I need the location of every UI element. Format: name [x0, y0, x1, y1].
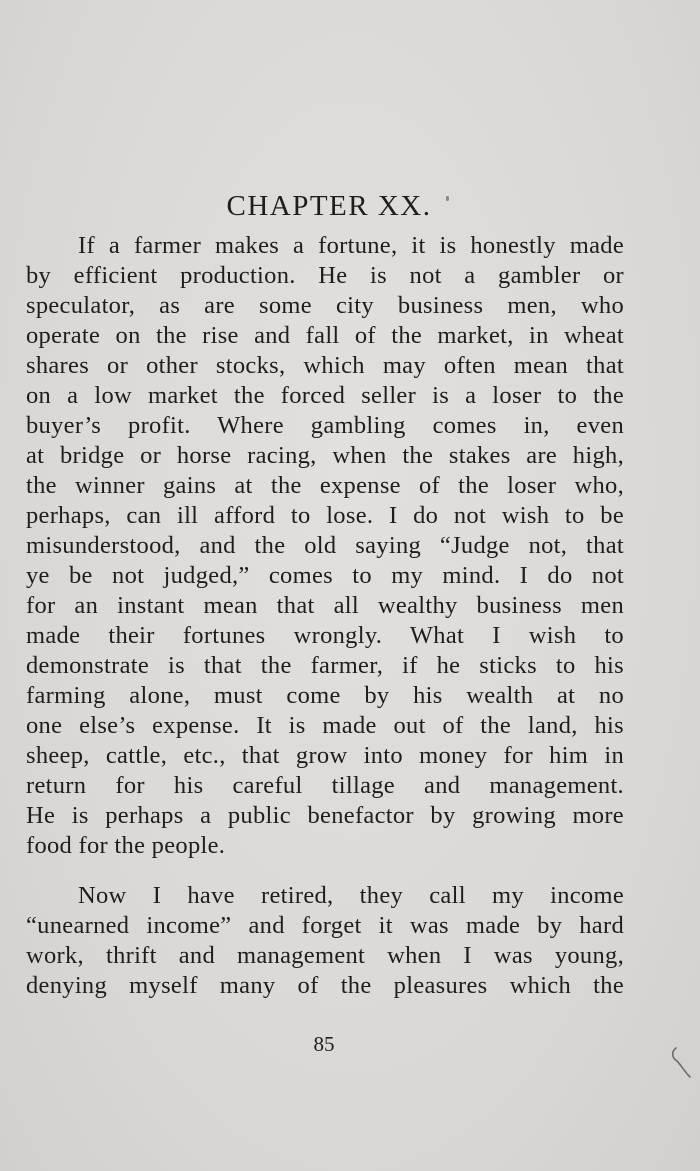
text-line: on a low market the forced seller is a loser to the [26, 382, 624, 409]
text-line: sheep, cattle, etc., that grow into money for him in [26, 742, 624, 769]
text-line: made their fortunes wrongly. What I wish to [26, 622, 624, 649]
text-line: If a farmer makes a fortune, it is honestly made [78, 232, 624, 259]
pencil-mark [668, 1046, 694, 1080]
text-line: perhaps, can ill afford to lose. I do not wish to be [26, 502, 624, 529]
text-line: one else’s expense. It is made out of the land, his [26, 712, 624, 739]
text-line: for an instant mean that all wealthy business men [26, 592, 624, 619]
text-line: speculator, as are some city business men, who [26, 292, 624, 319]
text-line: ye be not judged,” comes to my mind. I do not [26, 562, 624, 589]
text-line: demonstrate is that the farmer, if he sticks to his [26, 652, 624, 679]
page-number: 85 [313, 1032, 335, 1056]
text-line: by efficient production. He is not a gambler or [26, 262, 624, 289]
text-line: shares or other stocks, which may often mean that [26, 352, 624, 379]
text-line: Now I have retired, they call my income [78, 882, 624, 909]
text-line: farming alone, must come by his wealth at no [26, 682, 624, 709]
text-line: buyer’s profit. Where gambling comes in, even [26, 412, 624, 439]
text-line: return for his careful tillage and management. [26, 772, 624, 799]
text-line: the winner gains at the expense of the loser who, [26, 472, 624, 499]
chapter-title: CHAPTER XX. [226, 190, 432, 222]
text-line: at bridge or horse racing, when the stakes are high, [26, 442, 624, 469]
ink-speck [446, 196, 449, 201]
text-line: operate on the rise and fall of the market, in wheat [26, 322, 624, 349]
text-line: food for the people. [26, 832, 226, 859]
text-line: denying myself many of the pleasures which the [26, 972, 624, 999]
text-line: work, thrift and management when I was young, [26, 942, 624, 969]
text-line: misunderstood, and the old saying “Judge not, that [26, 532, 624, 559]
text-line: He is perhaps a public benefactor by growing more [26, 802, 624, 829]
text-line: “unearned income” and forget it was made by hard [26, 912, 624, 939]
